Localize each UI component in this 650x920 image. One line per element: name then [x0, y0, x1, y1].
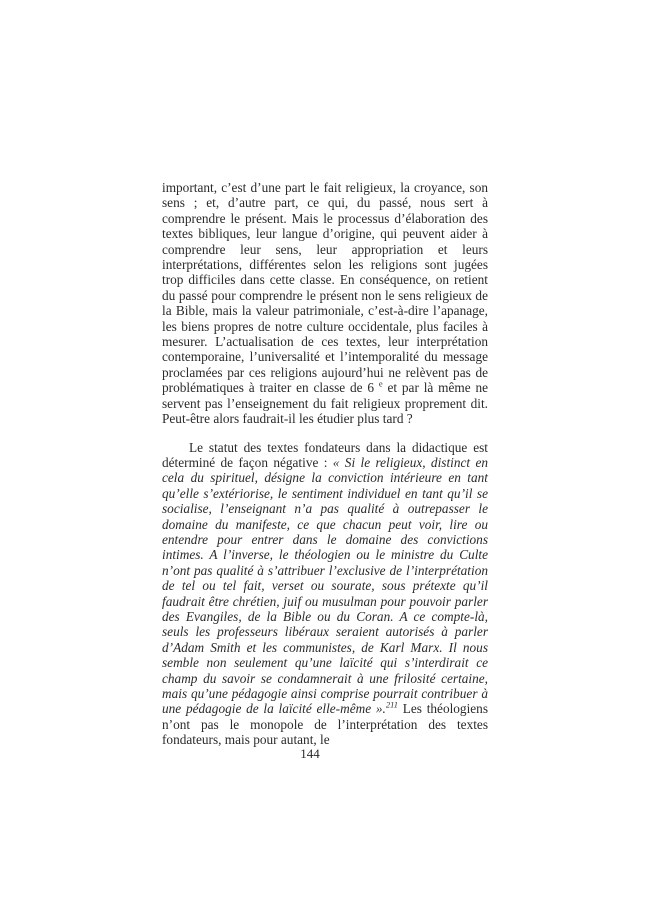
paragraph-1-text: important, c’est d’une part le fait religieux, la croyance, son sens ; et, d’autre part, ce qui, du passé, nous sert à comprendre le présent. Mais le processus d’élaboration des textes bibliques, leur langue d’origine, qui peuvent aider à comprendre leur sens, leur appropriation et leurs interprétations, différentes selon les religions sont jugées trop difficiles dans cette classe. En conséquence, on retient du passé pour comprendre le présent non le sens religieux de la Bible, mais la valeur patrimoniale, c’est-à-dire l’apanage, les biens propres de notre culture occidentale, plus faciles à mesurer. L’actualisation de ces textes, leur interprétation contemporaine, l’universalité et l’intemporalité du message proclamées par ces religions aujourd’hui ne relèvent pas de problématiques à traiter en classe de 6	[162, 180, 488, 396]
paragraph-2-lead: Le statut des textes fondateurs dans la didactique est déterminé de façon négative :	[162, 439, 488, 470]
paragraph-1	[162, 180, 488, 427]
footnote-reference: 211	[385, 699, 398, 710]
paragraph-2-tail: Les théologiens n’ont pas le monopole de l’interprétation des textes fondateurs, mais pour autant, le	[162, 701, 488, 748]
grade-superscript: e	[378, 378, 383, 389]
paragraph-2	[162, 440, 488, 748]
paragraph-1-text-continued: et par là même ne servent pas l’enseignement du fait religieux proprement dit. Peut-être alors faudrait-il les étudier plus tard ?	[162, 380, 488, 427]
text-block	[162, 180, 488, 748]
quotation-italic: « Si le religieux, distinct en cela du spirituel, désigne la conviction intérieure en tant qu’elle s’extériorise, le sentiment individuel en tant qu’il se socialise, l’enseignant n’a pas qualité à outrepasser le domaine du manifeste, ce que chacun peut voir, lire ou entendre pour entrer dans le domaine des convictions intimes. A l’inverse, le théologien ou le ministre du Culte n’ont pas qualité à s’attribuer l’exclusive de l’interprétation de tel ou tel fait, verset ou sourate, sous prétexte qu’il faudrait être chrétien, juif ou musulman pour pouvoir parler des Evangiles, de la Bible ou du Coran. A ce compte-là, seuls les professeurs libéraux seraient autorisés à parler d’Adam Smith et les communistes, de Karl Marx. Il nous semble non seulement qu’une laïcité qui s’interdirait ce champ du savoir se condamnerait à une frilosité certaine, mais qu’une pédagogie ainsi comprise pourrait contribuer à une pédagogie de la laïcité elle-même ».	[162, 454, 488, 717]
page-number: 144	[300, 746, 320, 761]
